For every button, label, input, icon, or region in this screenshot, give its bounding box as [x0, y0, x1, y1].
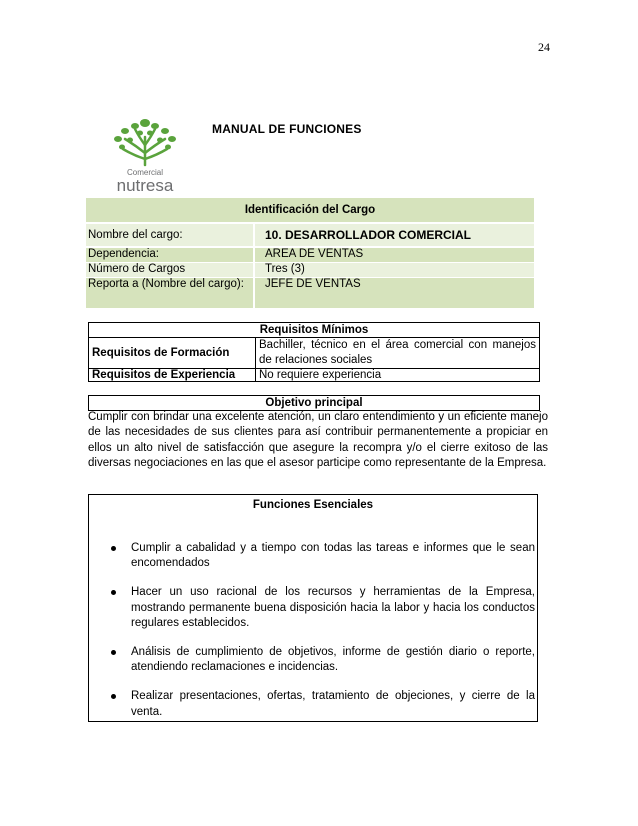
objetivo-section	[88, 395, 540, 411]
requisitos-header: Requisitos Mínimos	[89, 323, 540, 338]
list-item	[103, 541, 535, 571]
objetivo-header: Objetivo principal	[88, 395, 540, 411]
list-item	[103, 585, 535, 631]
identificacion-table	[86, 198, 534, 308]
nombre-cargo-label: Nombre del cargo:	[86, 223, 254, 247]
logo-line2: nutresa	[116, 176, 174, 195]
list-item	[103, 645, 535, 675]
funciones-list	[103, 541, 535, 734]
dependencia-value: AREA DE VENTAS	[254, 247, 534, 263]
identificacion-header: Identificación del Cargo	[86, 198, 534, 223]
bullet-icon	[111, 546, 116, 551]
manual-title: MANUAL DE FUNCIONES	[212, 122, 362, 136]
bullet-icon	[111, 694, 116, 699]
numero-cargos-label: Número de Cargos	[86, 263, 254, 278]
formacion-value: Bachiller, técnico en el área comercial con manejos de relaciones sociales	[256, 338, 540, 369]
funcion-text: Análisis de cumplimiento de objetivos, informe de gestión diario o reporte, atendiendo reclamaciones e incidencias.	[131, 646, 535, 674]
funcion-text: Realizar presentaciones, ofertas, tratamiento de objeciones, y cierre de la venta.	[131, 690, 535, 718]
funcion-text: Cumplir a cabalidad y a tiempo con todas las tareas e informes que le sean encomendados	[131, 542, 535, 570]
page-number: 24	[538, 40, 550, 54]
reporta-a-value: JEFE DE VENTAS	[254, 278, 534, 309]
objetivo-text: Cumplir con brindar una excelente atención, un claro entendimiento y un eficiente manejo de las necesidades de sus clientes para así contribuir permanentemente a propiciar en ellos un alto nivel de satisfacción que asegure la recompra y/o el cierre exitoso de las diversas negociaciones en las que el asesor participe como representante de la Empresa.	[88, 411, 548, 469]
funcion-text: Hacer un uso racional de los recursos y herramientas de la Empresa, mostrando permanente buena disposición hacia la labor y hacia los conductos regulares establecidos.	[131, 586, 535, 629]
requisitos-table	[88, 322, 540, 382]
bullet-icon	[111, 590, 116, 595]
funciones-section	[88, 494, 538, 722]
dependencia-label: Dependencia:	[86, 247, 254, 263]
bullet-icon	[111, 650, 116, 655]
comercial-nutresa-logo	[95, 115, 195, 197]
formacion-label: Requisitos de Formación	[89, 338, 256, 369]
logo-line1: Comercial	[126, 168, 164, 177]
experiencia-value: No requiere experiencia	[256, 369, 540, 382]
list-item	[103, 689, 535, 719]
nombre-cargo-value: 10. DESARROLLADOR COMERCIAL	[254, 223, 534, 247]
experiencia-label: Requisitos de Experiencia	[89, 369, 256, 382]
funciones-header: Funciones Esenciales	[252, 499, 374, 511]
reporta-a-label: Reporta a (Nombre del cargo):	[86, 278, 254, 309]
numero-cargos-value: Tres (3)	[254, 263, 534, 278]
